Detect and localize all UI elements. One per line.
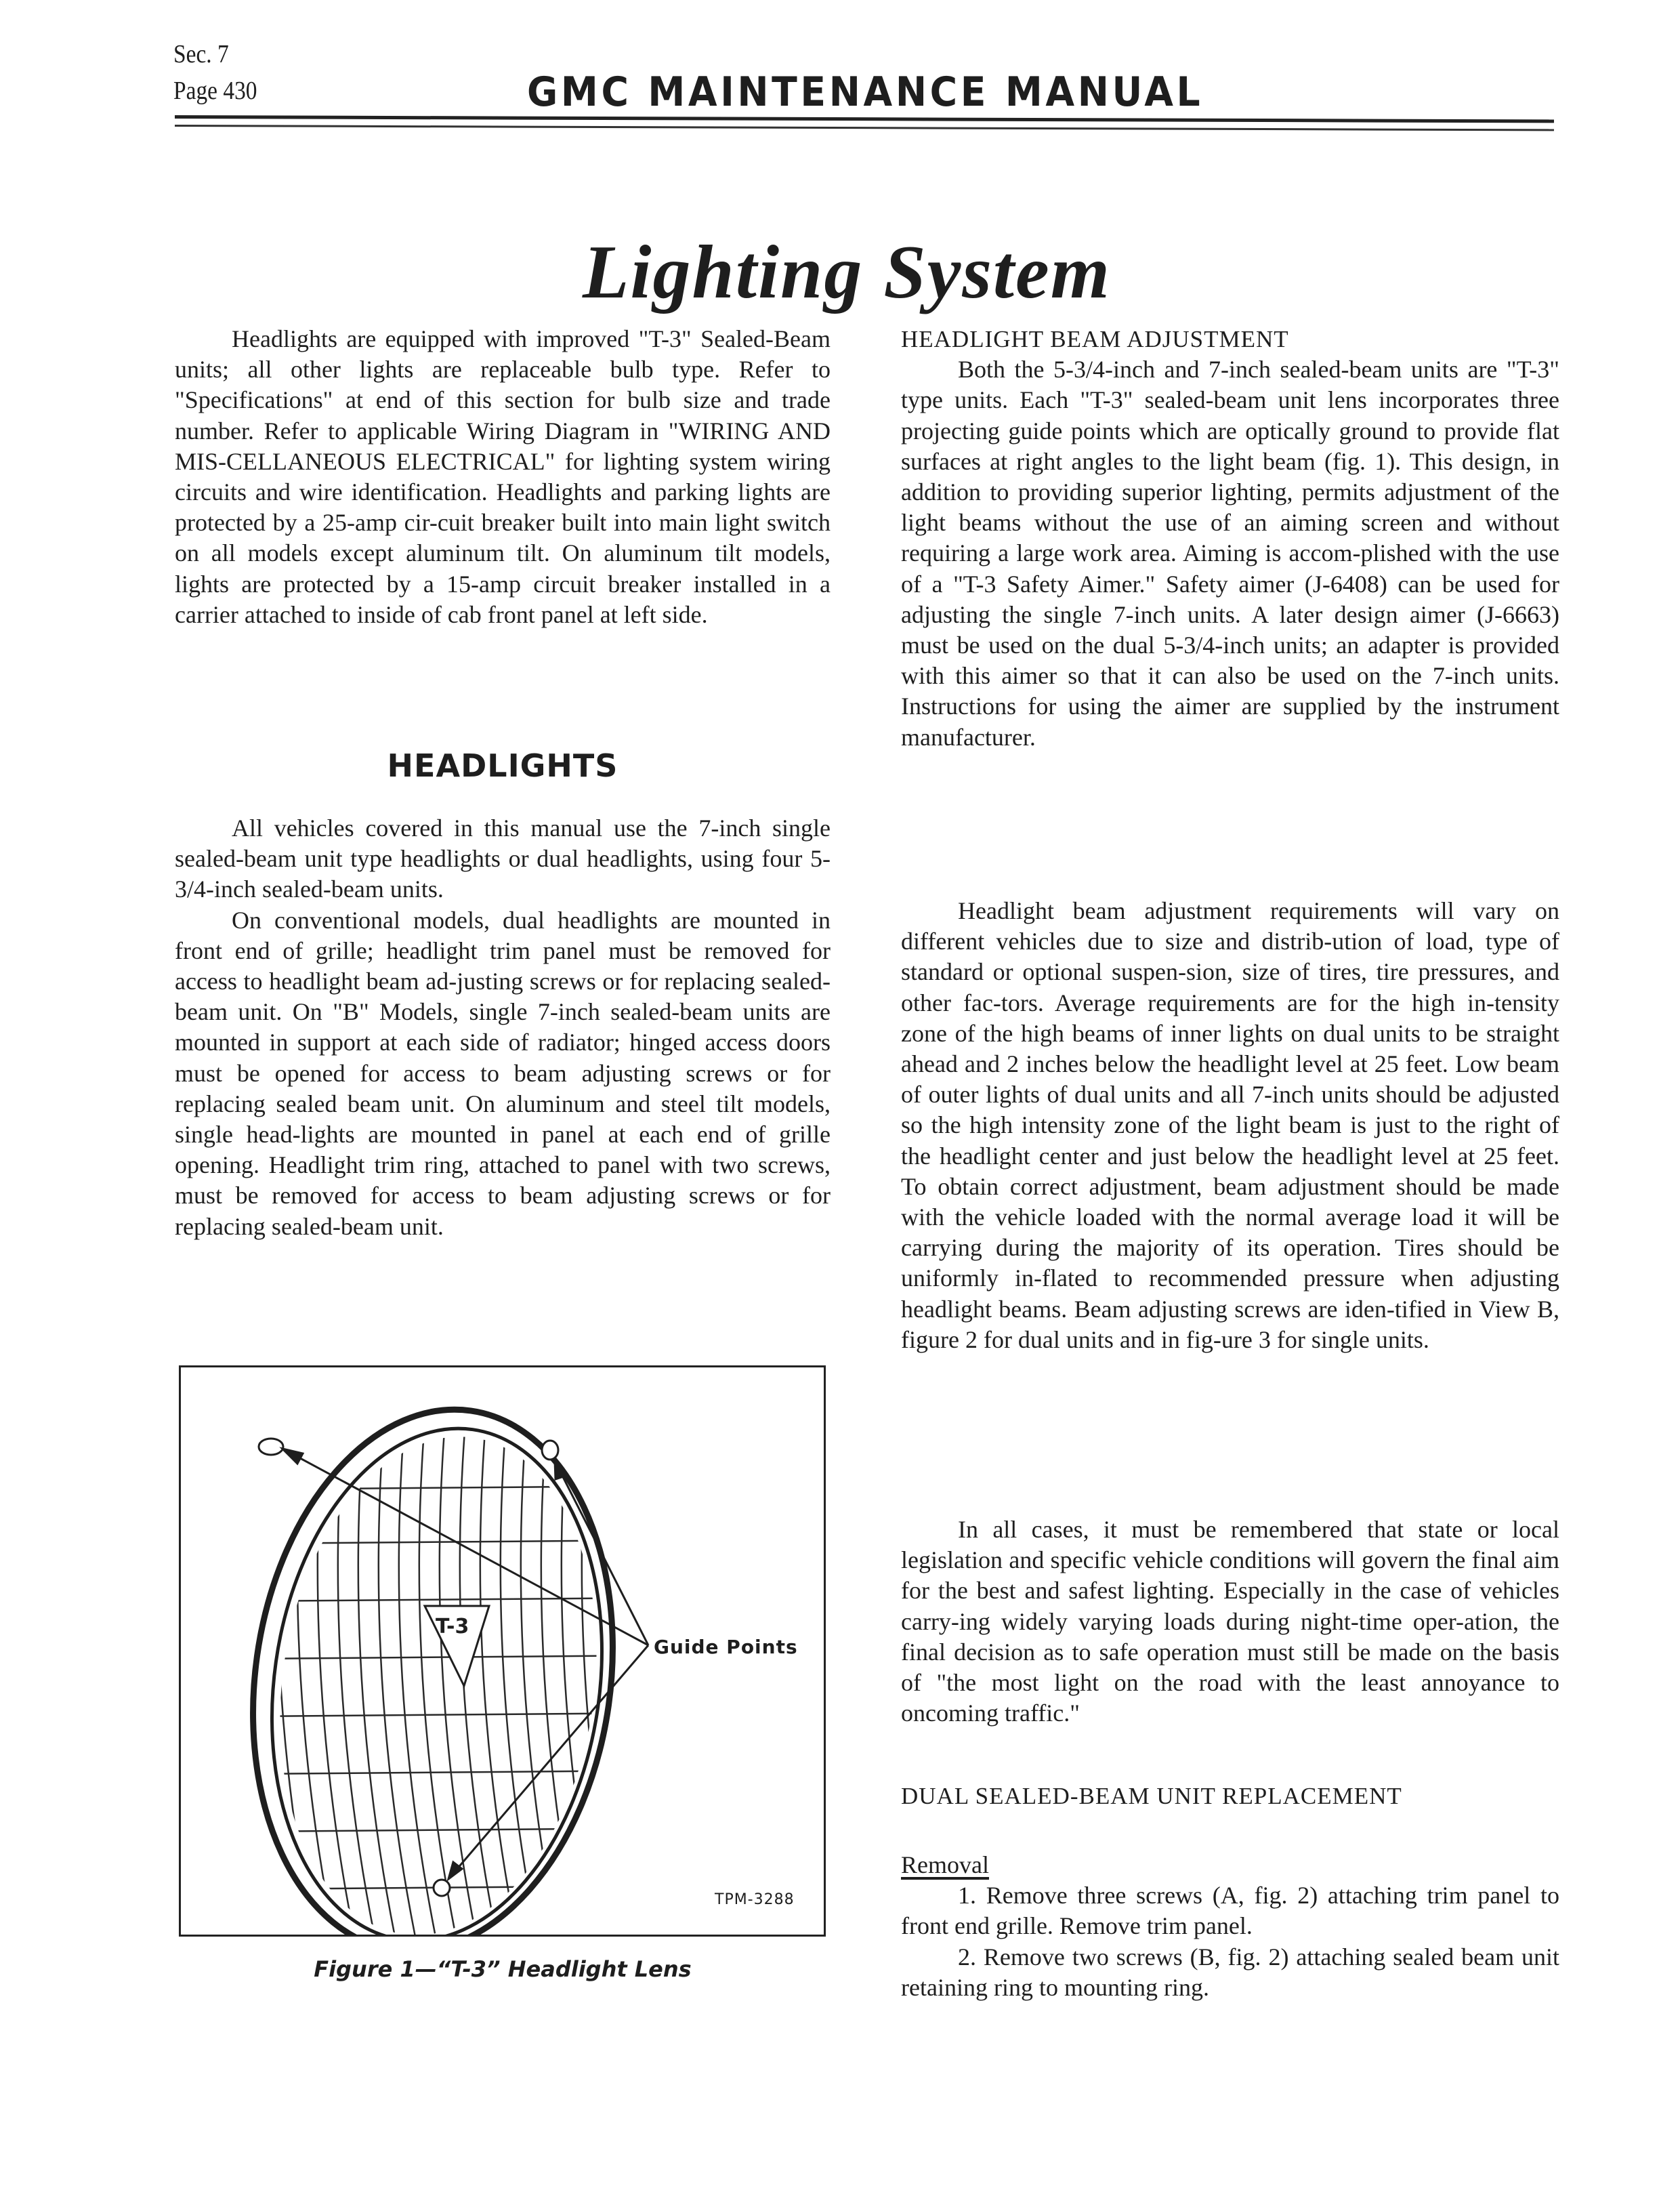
- removal-label: Removal: [901, 1851, 989, 1878]
- beam-adjustment-paragraph: In all cases, it must be remembered that state or local legislation and specific vehicle conditions will govern the final aim for the best and safest lighting. Especially in the case of vehicles carry-ing widely varying loads during night-time oper-ation, the final decision as to safe operation must still be made on the basis of "the most light on the road with the least annoyance to oncoming traffic.": [901, 1516, 1559, 1727]
- svg-text:T-3: T-3: [436, 1615, 469, 1638]
- beam-adjustment-section: [901, 324, 1559, 753]
- guide-point-icon: [542, 1441, 558, 1460]
- beam-adjustment-heading: HEADLIGHT BEAM ADJUSTMENT: [901, 326, 1289, 352]
- section-number: Sec. 7: [173, 40, 229, 68]
- removal-section: [901, 1850, 1559, 2003]
- beam-adjustment-paragraph: Both the 5-3/4-inch and 7-inch sealed-beam units are "T-3" type units. Each "T-3" sealed-beam unit lens incorporates three projecting guide points which are optically ground to provide flat surfaces at right angles to the light beam (fig. 1). This design, in addition to providing superior lighting, permits adjustment of the light beams without the use of an aiming screen and without requiring a large work area. Aiming is accom-plished with the use of a "T-3 Safety Aimer." Safety aimer (J-6408) can be used for adjusting the single 7-inch units. A later design aimer (J-6663) must be used on the dual 5-3/4-inch units; an adapter is provided with this aimer so that it can also be used on the 7-inch units. Instructions for using the aimer are supplied by the instrument manufacturer.: [901, 356, 1559, 751]
- guide-point-icon: [434, 1880, 450, 1896]
- replacement-heading: DUAL SEALED-BEAM UNIT REPLACEMENT: [901, 1783, 1402, 1809]
- removal-step: 2. Remove two screws (B, fig. 2) attaching sealed beam unit retaining ring to mounting ring.: [901, 1943, 1559, 2001]
- page-number: Page 430: [173, 77, 257, 105]
- figure-caption: Figure 1—“T-3” Headlight Lens: [314, 1956, 692, 1982]
- headlights-paragraph: All vehicles covered in this manual use the 7-inch single sealed-beam unit type headlights or dual headlights, using four 5-3/4-inch sealed-beam units.: [175, 814, 831, 903]
- figure-1-headlight-lens: [179, 1365, 826, 1937]
- beam-adjustment-paragraph: Headlight beam adjustment requirements will vary on different vehicles due to size and distrib-ution of load, type of standard or optional suspen-sion, size of tires, tire pressures, and other fac-tors. Average requirements are for the high in-tensity zone of the high beams of inner lights on dual units to be straight ahead and 2 inches below the headlight level at 25 feet. Low beam of outer lights of dual units and all 7-inch units should be adjusted so the high intensity zone of the light beam is just to the right of the headlight center and just below the headlight level at 25 feet. To obtain correct adjustment, beam adjustment should be made with the vehicle loaded with the normal average load it will be carrying during the majority of its operation. Tires should be uniformly in-flated to recommended pressure when adjusting headlight beams. Beam adjusting screws are iden-tified in View B, figure 2 for dual units and in fig-ure 3 for single units.: [901, 897, 1559, 1353]
- figure-reference-code: TPM-3288: [715, 1891, 795, 1908]
- header-rule-thick: [175, 115, 1554, 123]
- intro-section: [175, 324, 831, 630]
- chapter-title: Lighting System: [583, 230, 1111, 314]
- replacement-section: [901, 1781, 1559, 1811]
- header-rule-thin: [175, 125, 1554, 131]
- intro-paragraph: Headlights are equipped with improved "T-3" Sealed-Beam units; all other lights are replaceable bulb type. Refer to "Specifications" at end of this section for bulb size and trade number. Refer to applicable Wiring Diagram in "WIRING AND MIS-CELLANEOUS ELECTRICAL" for lighting system wiring circuits and wire identification. Headlights and parking lights are protected by a 25-amp cir-cuit breaker built into main light switch on all models except aluminum tilt. On aluminum tilt models, lights are protected by a 15-amp circuit breaker installed in a carrier attached to inside of cab front panel at left side.: [175, 325, 831, 628]
- guide-points-callout: Guide Points: [654, 1636, 798, 1658]
- manual-title: GMC MAINTENANCE MANUAL: [527, 68, 1204, 116]
- headlights-paragraph: On conventional models, dual headlights are mounted in front end of grille; headlight trim panel must be removed for access to headlight beam ad-justing screws or for replacing sealed-beam unit. On "B" Models, single 7-inch sealed-beam units are mounted in support at each side of radiator; hinged access doors must be opened for access to beam adjusting screws or for replacing sealed beam unit. On aluminum and steel tilt models, single head-lights are mounted in panel at each end of grille opening. Headlight trim ring, attached to panel with two screws, must be removed for access to beam adjusting screws or for replacing sealed-beam unit.: [175, 906, 831, 1240]
- beam-requirements-section: [901, 896, 1559, 1355]
- headlights-section: [175, 813, 831, 1242]
- guide-point-icon: [259, 1439, 283, 1455]
- headlights-heading: HEADLIGHTS: [387, 747, 618, 784]
- legislation-section: [901, 1514, 1559, 1729]
- removal-step: 1. Remove three screws (A, fig. 2) attaching trim panel to front end grille. Remove trim panel.: [901, 1882, 1559, 1940]
